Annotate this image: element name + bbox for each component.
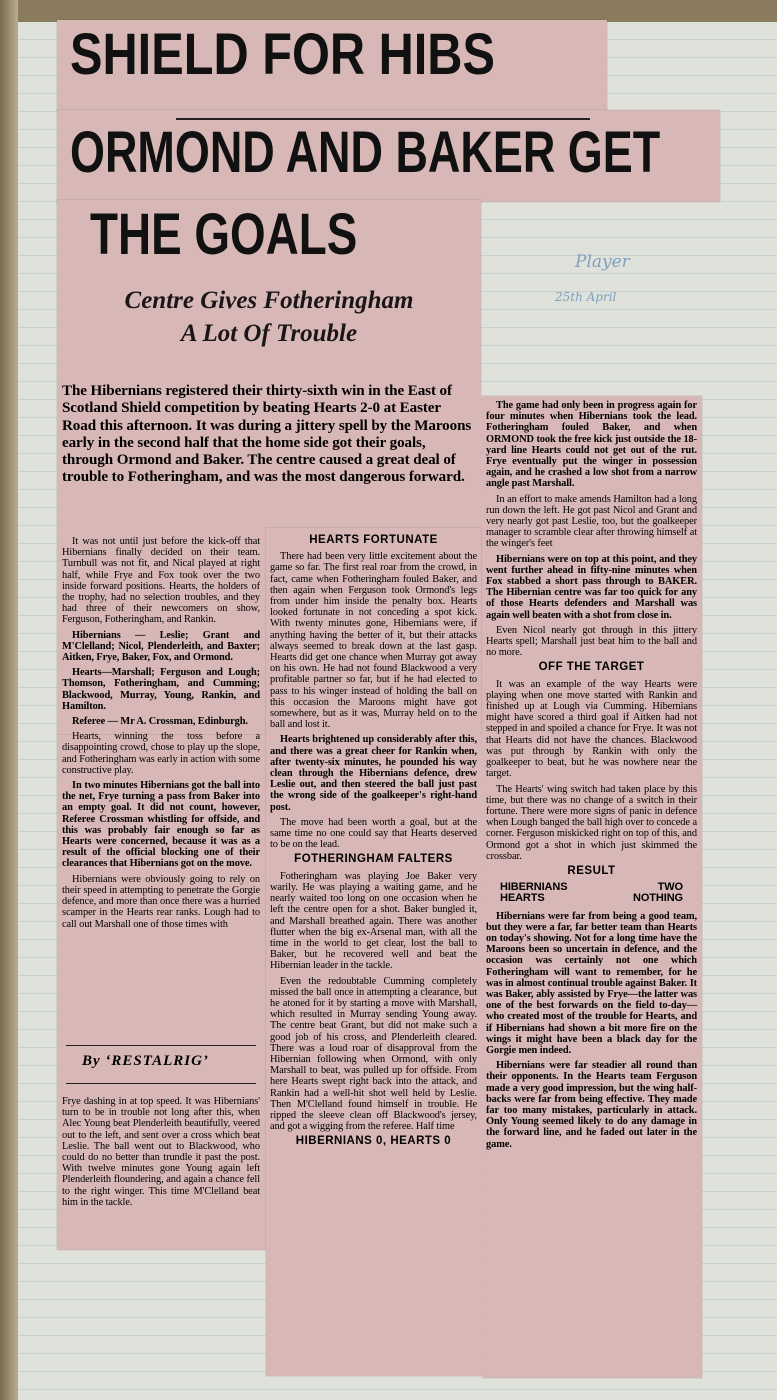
col3-paragraph-6: The Hearts' wing switch had taken place by this time, but there was no change of a switch in their fortune. There were more signs of panic in defence when Lough banged the ball high over to concede a corner. Ferguson miskicked right on top of this, and Ormond got a shot in which just skimmed the crossbar. — [486, 783, 697, 862]
col1-referee: Referee — Mr A. Crossman, Edinburgh. — [72, 716, 248, 728]
col2-heading-hearts-fortunate: HEARTS FORTUNATE — [309, 534, 438, 546]
col3-paragraph-7: Hibernians were far from being a good team, but they were a far, far better team than Hearts on today's showing. Not for a long time have the Maroons been so uncertain in defence, and the occasion was certainly not one which Fotheringham will want to remember, for he was in almost continual trouble against Baker. It was Baker, ably assisted by Frye—the latter was one of the best forwards on the field to-day—who created most of the trouble for Hearts, and if Hibernians had shown a bit more fire on the wings it might have been a black day for the Gorgie men indeed. — [486, 910, 697, 1056]
col1-hibernians-lineup: Hibernians — Leslie; Grant and M'Clelland; Nicol, Plenderleith, and Baxter; Aitken, Frye, Baker, Fox, and Ormond. — [62, 629, 260, 664]
col3-paragraph-4: Even Nicol nearly got through in this jittery Hearts spell; Marshall just beat him to the ball and no more. — [486, 624, 697, 659]
handwritten-note-player: Player — [575, 252, 630, 272]
headline-line-2: ORMOND AND BAKER GET — [70, 120, 661, 185]
result-score-hearts: NOTHING — [632, 892, 683, 905]
result-team-hibernians: HIBERNIANS — [500, 881, 568, 894]
article-column-2 — [270, 531, 477, 1153]
col3-paragraph-5: It was an example of the way Hearts were playing when one move started with Rankin and finished up at Lough via Cumming. Hibernians might have scored a third goal if Aitken had not stepped in and spoiled a chance for Frye. It was not that Hearts did not have the chances. Blackwood was put through by Rankin with only the goalkeeper to beat, but he was nowhere near the target. — [486, 678, 697, 780]
col2-heading-halftime-score: HIBERNIANS 0, HEARTS 0 — [295, 1135, 452, 1148]
subheadline — [57, 284, 481, 350]
col3-heading-off-the-target: OFF THE TARGET — [538, 661, 645, 674]
col2-heading-fotheringham-falters: FOTHERINGHAM FALTERS — [294, 853, 453, 866]
subheadline-line-1: Centre Gives Fotheringham — [124, 287, 414, 314]
handwritten-note-date: 25th April — [555, 290, 617, 304]
col1-paragraph-6: In two minutes Hibernians got the ball into the net, Frye turning a pass from Baker into an empty goal. It did not count, however, Referee Crossman whistling for offside, and this was probably fair enough so far as Hearts were concerned, because it was as a result of the official blocking one of their clearances that Hibernians got on the move. — [62, 780, 260, 870]
col3-paragraph-8: Hibernians were far steadier all round than their opponents. In the Hearts team Ferguson made a very good impression, but the wing half-backs were far from being effective. They made far too many mistakes, particularly in attack. Only Young seemed likely to do any damage in the forward line, and he faded out later in the game. — [486, 1060, 697, 1150]
byline: By ‘RESTALRIG’ — [82, 1053, 209, 1069]
byline-rule-bottom — [66, 1083, 256, 1084]
article-column-3 — [486, 400, 697, 1154]
headline-line-1: SHIELD FOR HIBS — [70, 22, 495, 87]
col2-paragraph-1: There had been very little excitement about the game so far. The first real roar from the crowd, in fact, came when Fotheringham fouled Baker, and then again when Ferguson took Ormond's legs from under him inside the penalty box. Hearts looked fortunate in not conceding a spot kick. With twenty minutes gone, Hibernians were, if anything having the better of it, but their attacks always seemed to break down at the last gasp. Hearts did get one chance when Murray got away on his own. He had not found Blackwood a very profitable partner so far, but if he had elected to pass to his winger instead of holding the ball on this occasion the Maroons might have got somewhere, but as it was, Murray held on to the ball and lost it. — [270, 551, 477, 731]
book-spine — [0, 0, 18, 1400]
col1-paragraph-8: Frye dashing in at top speed. It was Hibernians' turn to be in trouble not long after this, when Alec Young beat Plenderleith beautifully, veered out to the left, and sent over a cross which beat Leslie. The ball went out to Blackwood, who could do no better than trundle it past the post. With twelve minutes gone Young again left Plenderleith floundering, and again a chance fell to the right winger. This time M'Clelland beat him in the tackle. — [62, 1096, 260, 1208]
subheadline-line-2: A Lot Of Trouble — [180, 320, 358, 347]
book-top-edge — [0, 0, 777, 22]
result-score-hibernians: TWO — [657, 881, 683, 894]
col3-paragraph-1: The game had only been in progress again for four minutes when Hibernians took the lead. Fotheringham fouled Baker, and when ORMOND took the free kick just outside the 18-yard line Hearts could not get out of the rut. Frye eventually put the winger in possession again, and he crashed a low shot from a narrow angle past Marshall. — [486, 400, 697, 490]
col1-hearts-lineup: Hearts—Marshall; Ferguson and Lough; Thomson, Fotheringham, and Cumming; Blackwood, Murray, Young, Rankin, and Hamilton. — [62, 667, 260, 712]
col1-paragraph-1: It was not until just before the kick-off that Hibernians finally decided on their team. Turnbull was not fit, and Nical played at right half, while Frye and Fox took over the two inside forward positions. Hearts, the holders of the trophy, had no selection troubles, and they had three of their newcomers on show, Ferguson, Fotheringham, and Rankin. — [62, 536, 260, 626]
col1-paragraph-5: Hearts, winning the toss before a disappointing crowd, chose to play up the slope, and Fotheringham was early in action with some constructive play. — [62, 731, 260, 776]
col2-paragraph-4: Fotheringham was playing Joe Baker very warily. He was playing a waiting game, and he nearly waited too long on one occasion when he left the centre open for a shot. Baker bungled it, and Marshall breathed again. There was another flutter when the big ex-Arsenal man, with all the time in the world to get clear, lost the ball to Baker, but he recovered well and beat the Hibernian leader in the tackle. — [270, 870, 477, 972]
result-team-hearts: HEARTS — [500, 892, 545, 905]
col3-paragraph-2: In an effort to make amends Hamilton had a long run down the left. He got past Nicol and Grant and very nearly got past Leslie, too, but the goalkeeper manager to scramble clear after throwing himself at the winger's feet — [486, 493, 697, 550]
article-column-1 — [62, 536, 260, 934]
article-column-1-continued — [62, 1096, 260, 1212]
col3-paragraph-3: Hibernians were on top at this point, and they went further ahead in fifty-nine minutes when Fox stabbed a short pass through to BAKER. The Hibernian centre was far too quick for any of those Hearts defenders and Marshall was again well beaten with a shot from close in. — [486, 553, 697, 621]
col2-paragraph-3: The move had been worth a goal, but at the same time no one could say that Hearts deserved to be on the lead. — [270, 816, 477, 851]
result-row-hearts — [486, 893, 697, 904]
col3-heading-result: RESULT — [567, 864, 616, 877]
byline-rule-top — [66, 1045, 256, 1046]
col2-paragraph-2: Hearts brightened up considerably after this, and there was a great cheer for Rankin when, after twenty-six minutes, he pounded his way clean through the Hibernians defence, drew Leslie out, and then steered the ball just past the wrong side of the goalkeeper's right-hand post. — [270, 734, 477, 813]
intro-paragraph: The Hibernians registered their thirty-sixth win in the East of Scotland Shield competition by beating Hearts 2-0 at Easter Road this afternoon. It was during a jittery spell by the Maroons early in the second half that the home side got their goals, through Ormond and Baker. The centre caused a great deal of trouble to Fotheringham, and was the most dangerous forward. — [62, 383, 472, 486]
headline-line-3: THE GOALS — [90, 202, 358, 267]
col1-paragraph-7: Hibernians were obviously going to rely on their speed in attempting to penetrate the Gorgie defence, and more than once there was a hurried scamper in the Hearts rear ranks. Lough had to call out Marshall one of those times with — [62, 873, 260, 930]
col2-paragraph-5: Even the redoubtable Cumming completely missed the ball once in attempting a clearance, but he atoned for it by starting a move with Marshall, which resulted in Murray sending Young away. The centre beat Grant, but did not make such a good job of his cross, and Plenderleith cleared. There was a loud roar of disapproval from the Hibernian following when Ormond, with only Marshall to beat, was pulled up for offside. From here Hearts swept right back into the attack, and Rankin had a well-hit shot well held by Leslie. Then M'Clelland found himself in trouble. He ripped the sleeve clean off Blackwood's jersey, and got a wigging from the referee. Half time — [270, 975, 477, 1133]
